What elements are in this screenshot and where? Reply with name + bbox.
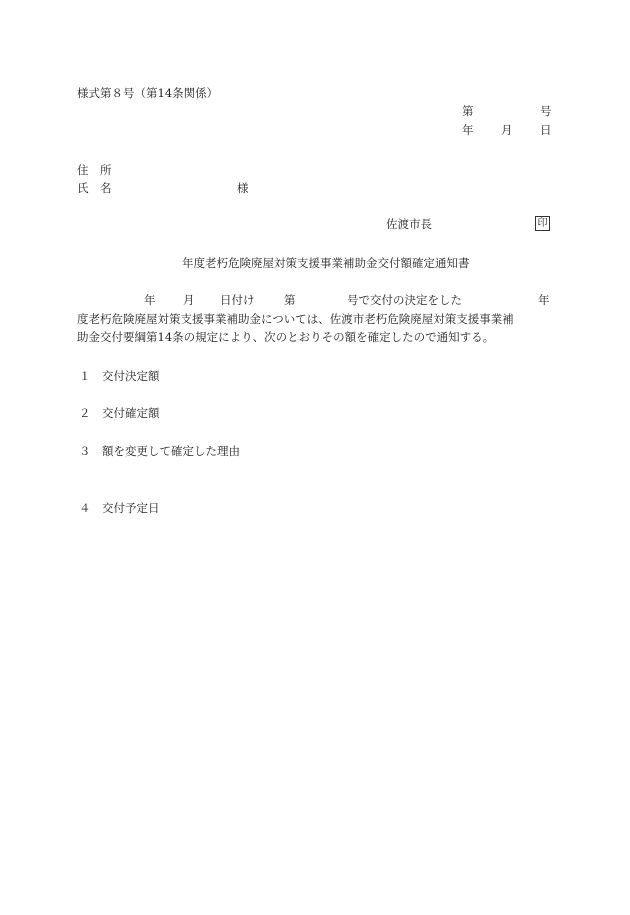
body-line-2: 度老朽危険廃屋対策支援事業補助金については、佐渡市老朽危険廃屋対策支援事業補 bbox=[77, 312, 514, 326]
seal-mark: 印 bbox=[535, 216, 550, 231]
item-2-label: 交付確定額 bbox=[102, 406, 160, 420]
date-day-label: 日 bbox=[540, 123, 552, 137]
sender-title: 佐渡市長 bbox=[386, 217, 432, 231]
item-1-label: 交付決定額 bbox=[102, 369, 160, 383]
document-title: 年度老朽危険廃屋対策支援事業補助金交付額確定通知書 bbox=[182, 256, 470, 270]
name-label: 氏 名 bbox=[77, 181, 112, 195]
date-month-label: 月 bbox=[501, 123, 513, 137]
body-month-label: 月 bbox=[183, 293, 195, 307]
body-date-suffix: 日付け bbox=[220, 293, 255, 307]
date-year-label: 年 bbox=[462, 123, 474, 137]
item-4-label: 交付予定日 bbox=[102, 501, 160, 515]
honorific: 様 bbox=[237, 181, 249, 195]
address-label: 住 所 bbox=[77, 163, 112, 177]
item-4-number: ４ bbox=[79, 501, 91, 515]
item-3-number: ３ bbox=[79, 444, 91, 458]
body-year-label: 年 bbox=[144, 293, 156, 307]
doc-number-prefix: 第 bbox=[462, 104, 474, 118]
body-line-3: 助金交付要綱第14条の規定により、次のとおりその額を確定したので通知する。 bbox=[77, 330, 495, 344]
body-year-end: 年 bbox=[538, 293, 550, 307]
item-3-label: 額を変更して確定した理由 bbox=[102, 444, 240, 458]
doc-number-suffix: 号 bbox=[540, 104, 552, 118]
item-1-number: １ bbox=[79, 369, 91, 383]
body-decision-text: 号で交付の決定をした bbox=[347, 293, 462, 307]
body-number-prefix: 第 bbox=[284, 293, 296, 307]
form-number: 様式第８号（第14条関係） bbox=[77, 86, 219, 100]
item-2-number: ２ bbox=[79, 406, 91, 420]
